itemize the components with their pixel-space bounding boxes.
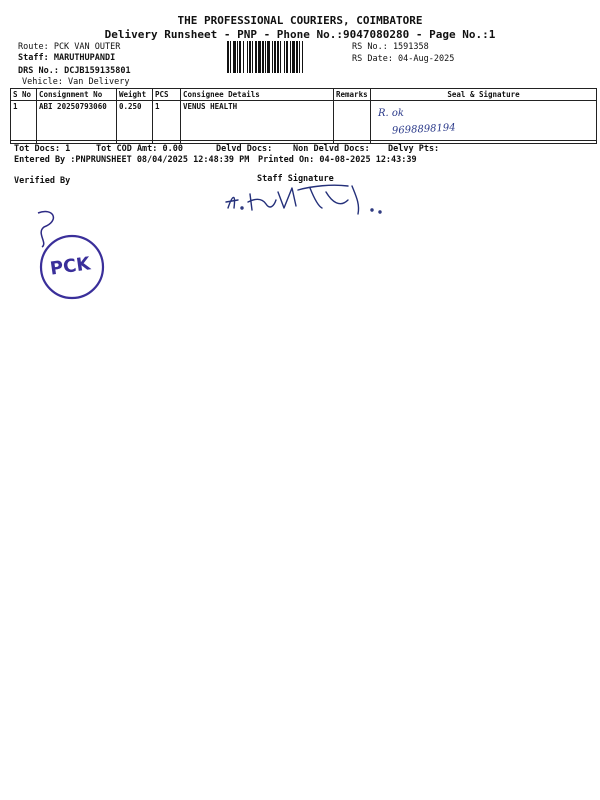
- drs-label: DRS No.:: [18, 66, 59, 76]
- staff-line: [18, 53, 115, 63]
- col-pcs: PCS: [153, 89, 181, 101]
- cell-remarks: [334, 101, 371, 144]
- barcode: [226, 41, 348, 75]
- col-remarks: Remarks: [334, 89, 371, 101]
- staff-value: MARUTHUPANDI: [53, 53, 116, 63]
- staff-label: Staff:: [18, 53, 49, 63]
- col-consignee: Consignee Details: [181, 89, 334, 101]
- cell-sno: 1: [11, 101, 37, 144]
- tot-docs: Tot Docs: 1: [14, 144, 71, 154]
- delvy-pts: Delvy Pts:: [388, 144, 440, 154]
- cell-consignee: VENUS HEALTH: [181, 101, 334, 144]
- table-row: [11, 101, 597, 144]
- divider-line: [10, 140, 597, 141]
- tot-cod-amt: Tot COD Amt: 0.00: [96, 144, 183, 154]
- runsheet-subtitle: Delivery Runsheet - PNP - Phone No.:9047080280 - Page No.:1: [104, 28, 496, 41]
- cell-weight: 0.250: [117, 101, 153, 144]
- receiver-phone-handwriting: 9698898194: [391, 122, 456, 137]
- cell-pcs: 1: [153, 101, 181, 144]
- runsheet-table: [10, 88, 597, 144]
- table-header-row: [11, 89, 597, 101]
- staff-signature-drawing: [222, 178, 392, 220]
- col-sno: S No: [11, 89, 37, 101]
- cell-consignment: ABI 20250793060: [37, 101, 117, 144]
- printed-on: Printed On: 04-08-2025 12:43:39: [258, 155, 417, 165]
- entered-by: Entered By :PNPRUNSHEET 08/04/2025 12:48:39 PM: [14, 155, 250, 165]
- delvd-docs: Delvd Docs:: [216, 144, 273, 154]
- stamp-text: PCK: [48, 253, 92, 280]
- verified-by-label: Verified By: [14, 176, 71, 186]
- rs-date: RS Date: 04-Aug-2025: [352, 54, 455, 64]
- company-title: THE PROFESSIONAL COURIERS, COIMBATORE: [177, 14, 423, 27]
- non-delvd-docs: Non Delvd Docs:: [293, 144, 370, 154]
- rs-number: RS No.: 1591358: [352, 42, 429, 52]
- col-weight: Weight: [117, 89, 153, 101]
- vehicle-text: Vehicle: Van Delivery: [22, 77, 130, 87]
- route-text: Route: PCK VAN OUTER: [18, 42, 121, 52]
- col-consignment: Consignment No: [37, 89, 117, 101]
- drs-line: [18, 66, 131, 76]
- cell-signature: [371, 101, 597, 144]
- receiver-initial-handwriting: R. ok: [378, 108, 404, 119]
- staff-signature-label: Staff Signature: [257, 174, 334, 184]
- col-seal-signature: Seal & Signature: [371, 89, 597, 101]
- drs-value: DCJB159135801: [64, 66, 131, 76]
